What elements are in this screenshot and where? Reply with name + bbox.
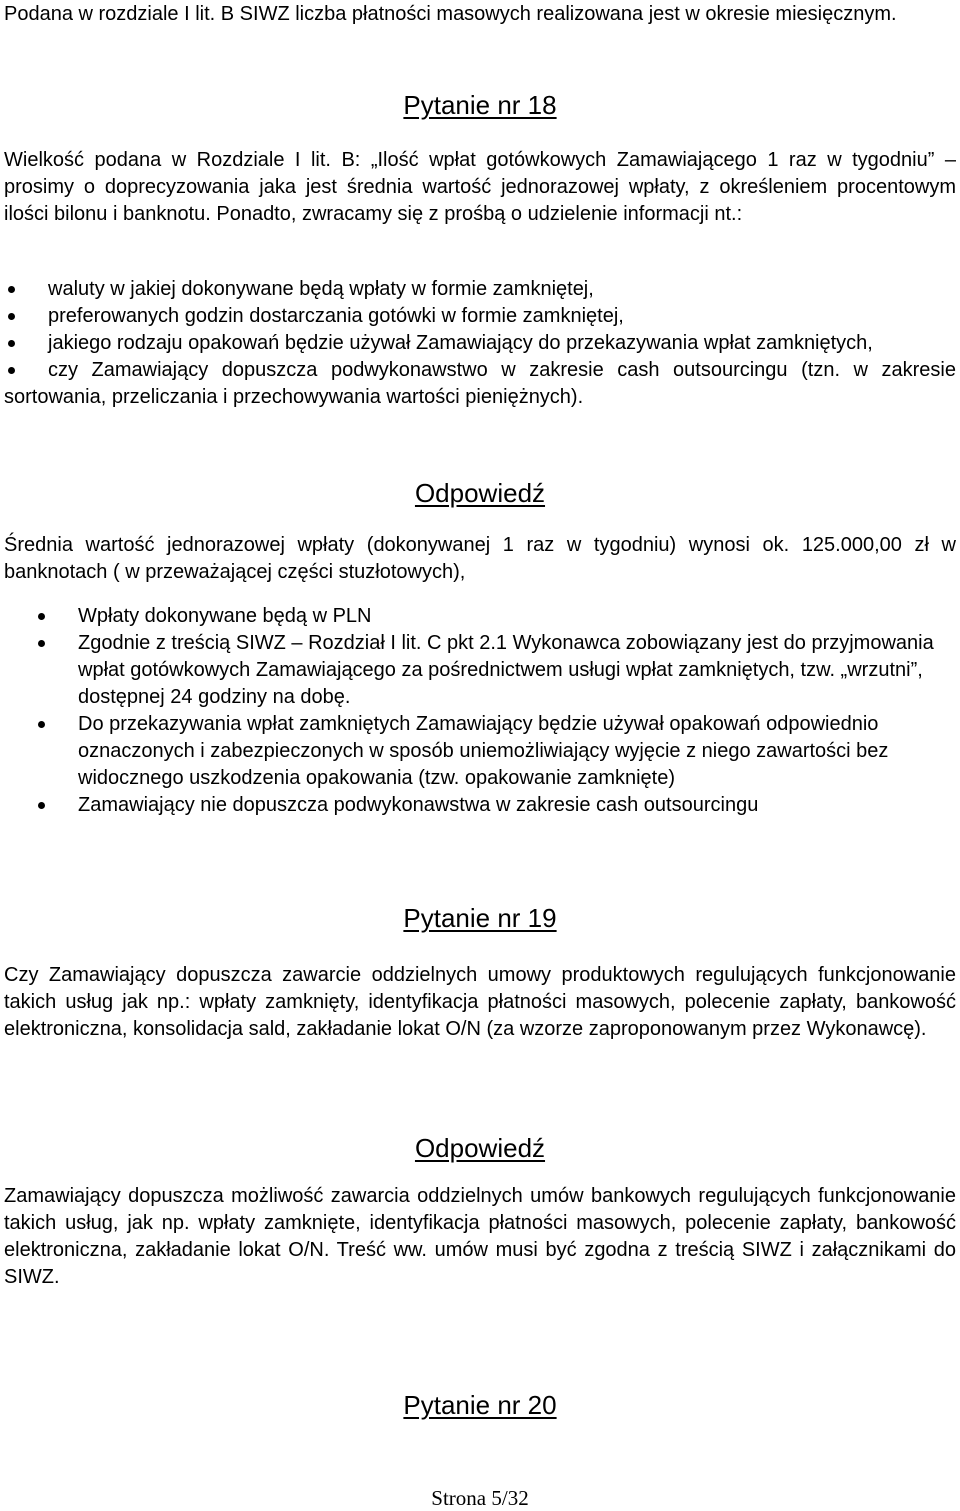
answer-19-text: Zamawiający dopuszcza możliwość zawarcia oddzielnych umów bankowych regulujących funkcjonowanie takich usług, jak np. wpłaty zamknięte, identyfikacja płatności masowych, polecenie zapłaty, bankowość elektroniczna, zakładanie lokat O/N. Treść ww. umów musi być zgodna z treścią SIWZ i załącznikami do SIWZ. (4, 1185, 956, 1288)
question-19-heading: Pytanie nr 19 (403, 903, 557, 933)
list-item: jakiego rodzaju opakowań będzie używał Zamawiający do przekazywania wpłat zamkniętych, (4, 330, 956, 357)
bullet-icon (8, 313, 15, 320)
list-item: preferowanych godzin dostarczania gotówki w formie zamkniętej, (4, 303, 956, 330)
list-item: Do przekazywania wpłat zamkniętych Zamawiający będzie używał opakowań odpowiednio oznaczonych i zabezpieczonych w sposób uniemożliwiający wyjęcie z niego zawartości bez widocznego uszkodzenia opakowania (tzw. opakowanie zamknięte) (4, 711, 956, 792)
question-19-text: Czy Zamawiający dopuszcza zawarcie oddzielnych umowy produktowych regulujących funkcjonowanie takich usług jak np.: wpłaty zamknięty, identyfikacja płatności masowych, polecenie zapłaty, bankowość elektroniczna, konsolidacja sald, zakładanie lokat O/N (za wzorze zaproponowanym przez Wykonawcę). (4, 964, 956, 1040)
answer-19-heading: Odpowiedź (414, 1133, 546, 1163)
bullet-icon (38, 721, 45, 728)
page-number: Strona 5/32 (431, 1486, 529, 1510)
bullet-icon (38, 640, 45, 647)
list-item: Zamawiający nie dopuszcza podwykonawstwa w zakresie cash outsourcingu (4, 792, 956, 819)
bullet-icon (38, 613, 45, 620)
question-18-bullet-list (4, 276, 956, 411)
bullet-icon (8, 367, 15, 374)
bullet-icon (8, 340, 15, 347)
intro-paragraph: Podana w rozdziale I lit. B SIWZ liczba płatności masowych realizowana jest w okresie miesięcznym. (4, 3, 897, 25)
answer-18-text: Średnia wartość jednorazowej wpłaty (dokonywanej 1 raz w tygodniu) wynosi ok. 125.000,00 zł w banknotach ( w przeważającej części stuzłotowych), (4, 534, 956, 583)
answer-18-heading: Odpowiedź (414, 478, 546, 508)
question-18-heading: Pytanie nr 18 (403, 90, 557, 120)
question-18-text: Wielkość podana w Rozdziale I lit. B: „Ilość wpłat gotówkowych Zamawiającego 1 raz w tygodniu” – prosimy o doprecyzowania jaka jest średnia wartość jednorazowej wpłaty, z określeniem procentowym ilości bilonu i banknotu. Ponadto, zwracamy się z prośbą o udzielenie informacji nt.: (4, 149, 956, 225)
list-item: Wpłaty dokonywane będą w PLN (4, 603, 956, 630)
list-item: Zgodnie z treścią SIWZ – Rozdział I lit. C pkt 2.1 Wykonawca zobowiązany jest do przyjmowania wpłat gotówkowych Zamawiającego za pośrednictwem usługi wpłat zamkniętych, tzw. „wrzutni”, dostępnej 24 godziny na dobę. (4, 630, 956, 711)
answer-18-bullet-list (4, 603, 956, 819)
list-item: czy Zamawiający dopuszcza podwykonawstwo w zakresie cash outsourcingu (tzn. w zakresie sortowania, przeliczania i przechowywania wartości pieniężnych). (4, 359, 956, 408)
list-item: waluty w jakiej dokonywane będą wpłaty w formie zamkniętej, (4, 276, 956, 303)
bullet-icon (8, 286, 15, 293)
question-20-heading: Pytanie nr 20 (403, 1390, 557, 1420)
bullet-icon (38, 802, 45, 809)
